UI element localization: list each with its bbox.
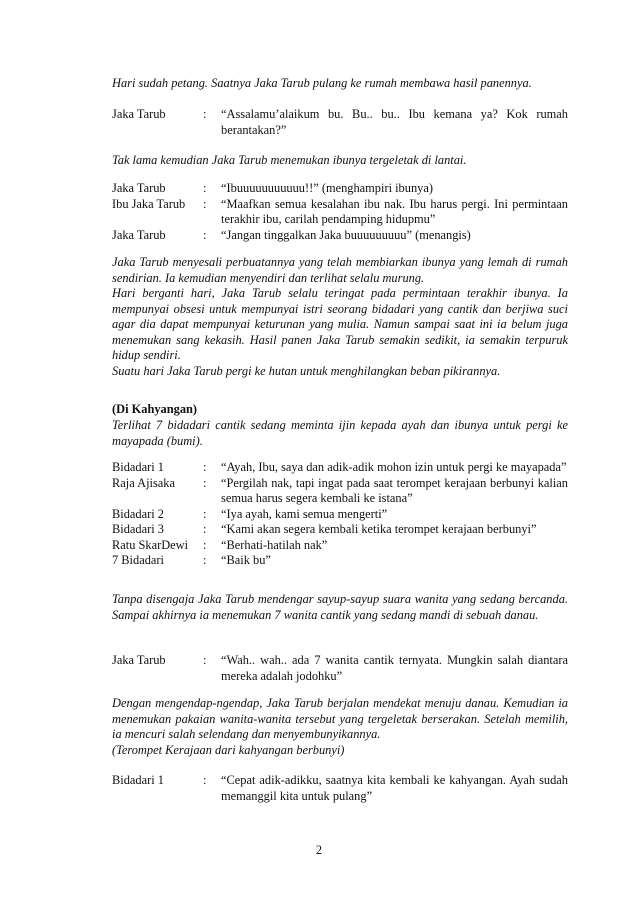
dialogue-text: “Kami akan segera kembali ketika terompet kerajaan berbunyi” (221, 522, 537, 536)
narration-5: Tanpa disengaja Jaka Tarub mendengar sayup-sayup suara wanita yang sedang bercanda. Sampai akhirnya ia menemukan 7 wanita cantik yang sedang mandi di sebuah danau. (112, 592, 568, 622)
dialogue-line (112, 476, 568, 507)
speaker-name: Bidadari 3 (112, 522, 164, 536)
dialogue-text: “Pergilah nak, tapi ingat pada saat terompet kerajaan berbunyi kalian semua harus segera kembali ke istana” (221, 475, 568, 505)
dialogue-line (112, 107, 568, 138)
speaker-name: Bidadari 2 (112, 506, 164, 521)
narration-paragraph: (Terompet Kerajaan dari kahyangan berbunyi) (112, 742, 345, 757)
scene-heading: (Di Kahyangan) (112, 402, 198, 416)
dialogue-text: “Iya ayah, kami semua mengerti” (221, 506, 388, 521)
dialogue-block-3 (112, 460, 568, 569)
dialogue-block-1 (112, 107, 568, 138)
dialogue-line (112, 228, 568, 244)
dialogue-line (112, 653, 568, 684)
colon: : (203, 227, 207, 242)
dialogue-text: “Berhati-hatilah nak” (221, 537, 328, 552)
speaker-name: Ratu SkarDewi (112, 537, 189, 552)
dialogue-line (112, 522, 568, 538)
dialogue-block-2 (112, 181, 568, 243)
dialogue-line (112, 507, 568, 523)
colon: : (203, 475, 207, 490)
colon: : (203, 506, 207, 521)
dialogue-line (112, 538, 568, 554)
colon: : (203, 522, 207, 536)
narration-paragraph: Hari berganti hari, Jaka Tarub selalu teringat pada permintaan terakhir ibunya. Ia mempunyai obsesi untuk mempunyai istri seorang bidadari yang cantik dan berjiwa suci agar dia dapat mempunyai keturunan yang mulia. Namun sampai saat ini ia belum juga menemukan sang kekasih. Hasil panen Jaka Tarub semakin sedikit, ia semakin terpuruk hidup sendiri. (112, 286, 568, 362)
narration-paragraph: Dengan mengendap-ngendap, Jaka Tarub berjalan mendekat menuju danau. Kemudian ia menemukan pakaian wanita-wanita tersebut yang tergeletak berserakan. Setelah memilih, ia mencuri salah selendang dan menyembunyikannya. (112, 696, 568, 741)
narration-1: Hari sudah petang. Saatnya Jaka Tarub pulang ke rumah membawa hasil panennya. (112, 76, 532, 90)
dialogue-text: “Wah.. wah.. ada 7 wanita cantik ternyata. Mungkin salah diantara mereka adalah jodohku” (221, 653, 568, 683)
dialogue-text: “Ayah, Ibu, saya dan adik-adik mohon izin untuk pergi ke mayapada” (221, 460, 567, 474)
colon: : (203, 653, 207, 667)
speaker-name: Jaka Tarub (112, 653, 166, 667)
narration-paragraph: Suatu hari Jaka Tarub pergi ke hutan untuk menghilangkan beban pikirannya. (112, 363, 501, 378)
dialogue-line (112, 773, 568, 804)
page-number: 2 (315, 843, 323, 857)
dialogue-text: “Maafkan semua kesalahan ibu nak. Ibu harus pergi. Ini permintaan terakhir ibu, carilah pendamping hidupmu” (221, 196, 568, 226)
narration-3 (112, 255, 568, 379)
dialogue-line (112, 197, 568, 228)
colon: : (203, 460, 207, 474)
dialogue-line (112, 460, 568, 476)
dialogue-text: “Assalamu’alaikum bu. Bu.. bu.. Ibu kemana ya? Kok rumah berantakan?” (221, 107, 568, 137)
narration-6 (112, 696, 568, 758)
speaker-name: Bidadari 1 (112, 460, 164, 474)
colon: : (203, 553, 207, 567)
speaker-name: Jaka Tarub (112, 181, 166, 195)
speaker-name: Raja Ajisaka (112, 475, 175, 490)
dialogue-text: “Cepat adik-adikku, saatnya kita kembali ke kahyangan. Ayah sudah memanggil kita untuk pulang” (221, 773, 568, 803)
speaker-name: Ibu Jaka Tarub (112, 196, 186, 211)
colon: : (203, 181, 207, 195)
colon: : (203, 537, 207, 552)
dialogue-text: “Jangan tinggalkan Jaka buuuuuuuuu” (menangis) (221, 227, 471, 242)
narration-2: Tak lama kemudian Jaka Tarub menemukan ibunya tergeletak di lantai. (112, 153, 467, 167)
dialogue-block-4 (112, 653, 568, 684)
narration-paragraph: Jaka Tarub menyesali perbuatannya yang telah membiarkan ibunya yang lemah di rumah sendirian. Ia kemudian menyendiri dan terlihat selalu murung. (112, 255, 568, 285)
dialogue-line (112, 181, 568, 197)
narration-4: Terlihat 7 bidadari cantik sedang meminta ijin kepada ayah dan ibunya untuk pergi ke mayapada (bumi). (112, 418, 568, 448)
colon: : (203, 773, 207, 787)
speaker-name: 7 Bidadari (112, 553, 164, 567)
speaker-name: Jaka Tarub (112, 107, 166, 121)
speaker-name: Jaka Tarub (112, 227, 166, 242)
dialogue-block-5 (112, 773, 568, 804)
speaker-name: Bidadari 1 (112, 773, 164, 787)
dialogue-line (112, 553, 568, 569)
dialogue-text: “Baik bu” (221, 553, 271, 567)
colon: : (203, 196, 207, 211)
colon: : (203, 107, 207, 121)
dialogue-text: “Ibuuuuuuuuuuu!!” (menghampiri ibunya) (221, 181, 433, 195)
